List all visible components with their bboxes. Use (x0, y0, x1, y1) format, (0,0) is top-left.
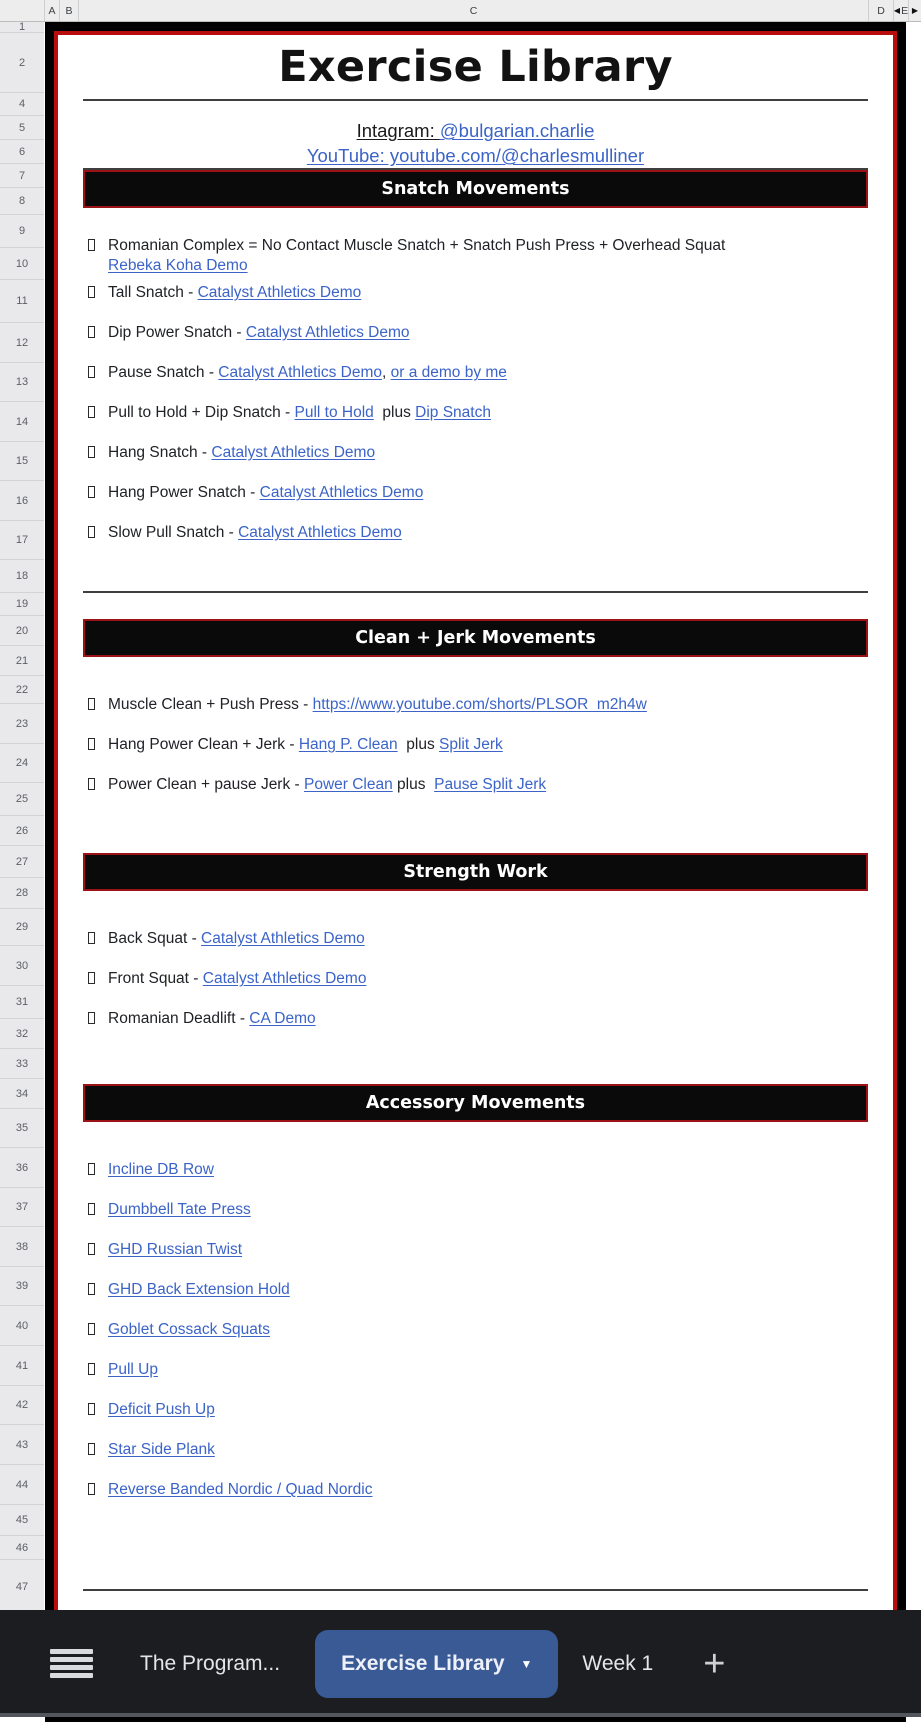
column-header-c[interactable]: C (78, 0, 868, 21)
missing-glyph-bullet-icon (88, 1443, 95, 1455)
row-header-14[interactable]: 14 (0, 402, 44, 442)
item-label: Hang Snatch - (108, 444, 212, 461)
list-item (63, 1009, 868, 1029)
demo-link[interactable]: GHD Back Extension Hold (108, 1281, 290, 1298)
missing-glyph-bullet-icon (88, 1323, 95, 1335)
missing-glyph-bullet-icon (88, 526, 95, 538)
spreadsheet-main (0, 22, 921, 1610)
row-header-30[interactable]: 30 (0, 946, 44, 986)
demo-link[interactable]: Catalyst Athletics Demo (211, 444, 376, 461)
demo-link[interactable]: Catalyst Athletics Demo (238, 524, 402, 541)
list-item (63, 1280, 868, 1300)
row-header-5[interactable]: 5 (0, 116, 44, 140)
instagram-line (58, 118, 893, 143)
row-header-4[interactable]: 4 (0, 93, 44, 116)
item-text (108, 236, 725, 276)
demo-link[interactable]: Incline DB Row (108, 1161, 214, 1178)
section-items (58, 208, 893, 575)
row-header-8[interactable]: 8 (0, 188, 44, 215)
item-text (108, 695, 647, 715)
list-item (63, 929, 868, 949)
row-header-37[interactable]: 37 (0, 1188, 44, 1227)
section-items (58, 891, 893, 1084)
row-header-32[interactable]: 32 (0, 1019, 44, 1049)
row-header-35[interactable]: 35 (0, 1109, 44, 1148)
column-header-b[interactable]: B (59, 0, 78, 21)
missing-glyph-bullet-icon (88, 486, 95, 498)
demo-link[interactable]: Reverse Banded Nordic / Quad Nordic (108, 1481, 373, 1498)
item-label: Hang Power Clean + Jerk - (108, 736, 299, 753)
list-item (63, 323, 868, 343)
item-label: Romanian Complex = No Contact Muscle Snatch + Snatch Push Press + Overhead Squat (108, 237, 726, 254)
row-header-19[interactable]: 19 (0, 593, 44, 616)
row-header-10[interactable]: 10 (0, 248, 44, 280)
row-header-44[interactable]: 44 (0, 1465, 44, 1505)
row-header-23[interactable]: 23 (0, 704, 44, 744)
divider (83, 1589, 868, 1591)
list-item (63, 403, 868, 423)
demo-link[interactable]: Hang P. Clean (298, 736, 398, 753)
list-item (63, 969, 868, 989)
section-items (58, 657, 893, 853)
item-label: Slow Pull Snatch - (108, 524, 239, 541)
youtube-link[interactable]: YouTube: youtube.com/@charlesmulliner (306, 145, 645, 166)
row-header-45[interactable]: 45 (0, 1505, 44, 1536)
row-header-18[interactable]: 18 (0, 560, 44, 593)
item-text (108, 523, 402, 543)
row-header-16[interactable]: 16 (0, 481, 44, 521)
item-text (108, 929, 365, 949)
item-label: Pause Snatch - (108, 364, 219, 381)
grid-corner (0, 0, 44, 21)
item-text (108, 1440, 215, 1460)
demo-link[interactable]: Dip Snatch (415, 404, 491, 421)
demo-link[interactable]: Catalyst Athletics Demo (245, 324, 410, 341)
row-header-41[interactable]: 41 (0, 1346, 44, 1386)
row-header-38[interactable]: 38 (0, 1227, 44, 1267)
list-item (63, 523, 868, 543)
missing-glyph-bullet-icon (88, 1203, 95, 1215)
list-item (63, 1200, 868, 1220)
row-header-27[interactable]: 27 (0, 846, 44, 878)
item-text (108, 1240, 242, 1260)
sheets-menu-button[interactable] (50, 1649, 93, 1678)
section-items (58, 1122, 893, 1560)
content-frame (54, 31, 897, 1705)
row-header-22[interactable]: 22 (0, 676, 44, 704)
tab-week-1[interactable]: Week 1 (582, 1651, 654, 1675)
instagram-link[interactable]: @bulgarian.charlie (439, 120, 595, 141)
row-header-42[interactable]: 42 (0, 1386, 44, 1425)
item-text (108, 1360, 158, 1380)
item-label: Tall Snatch - (108, 284, 198, 301)
section-snatch (58, 170, 893, 575)
item-label: Power Clean + pause Jerk - (108, 776, 304, 793)
item-text (108, 443, 375, 463)
column-header-strip (0, 0, 921, 22)
row-header-1[interactable]: 1 (0, 22, 44, 33)
item-label: Pull to Hold + Dip Snatch - (108, 404, 295, 421)
missing-glyph-bullet-icon (88, 1283, 95, 1295)
item-text (108, 1400, 215, 1420)
sections-container (58, 168, 893, 1652)
sheet-cells-area[interactable] (44, 22, 921, 1610)
list-item (63, 1360, 868, 1380)
list-item (63, 695, 868, 715)
demo-link[interactable]: https://www.youtube.com/shorts/PLSOR_m2h4w (312, 696, 647, 713)
item-text (108, 323, 410, 343)
list-item (63, 283, 868, 303)
row-header-2[interactable]: 2 (0, 33, 44, 93)
row-header-20[interactable]: 20 (0, 616, 44, 646)
missing-glyph-bullet-icon (88, 1012, 95, 1024)
row-header-43[interactable]: 43 (0, 1425, 44, 1465)
chevron-down-icon: ▼ (520, 1656, 533, 1671)
list-item (63, 1320, 868, 1340)
missing-glyph-bullet-icon (88, 326, 95, 338)
item-label: plus (392, 776, 435, 793)
list-item (63, 1400, 868, 1420)
item-text (108, 1160, 214, 1180)
demo-link[interactable]: Power Clean (304, 776, 393, 793)
column-header-a[interactable]: A (44, 0, 59, 21)
row-header-40[interactable]: 40 (0, 1306, 44, 1346)
social-links (58, 118, 893, 168)
item-label: , (381, 364, 391, 381)
item-text (108, 403, 491, 423)
row-header-17[interactable]: 17 (0, 521, 44, 560)
missing-glyph-bullet-icon (88, 1163, 95, 1175)
missing-glyph-bullet-icon (88, 738, 95, 750)
row-header-11[interactable]: 11 (0, 280, 44, 323)
youtube-line (58, 143, 893, 168)
list-item (63, 483, 868, 503)
item-label: plus (397, 736, 439, 753)
item-text (108, 735, 503, 755)
item-label: Romanian Deadlift - (108, 1010, 250, 1027)
demo-link[interactable]: CA Demo (249, 1010, 316, 1027)
missing-glyph-bullet-icon (88, 1483, 95, 1495)
row-header-gutter (0, 22, 44, 1610)
demo-link[interactable]: Dumbbell Tate Press (108, 1201, 251, 1218)
list-item (63, 236, 868, 276)
demo-link[interactable]: Rebeka Koha Demo (108, 257, 248, 274)
demo-link[interactable]: Split Jerk (439, 736, 503, 753)
item-text (108, 969, 366, 989)
column-header-d[interactable]: D (868, 0, 893, 21)
row-header-21[interactable]: 21 (0, 646, 44, 676)
demo-link[interactable]: or a demo by me (390, 364, 507, 381)
demo-link[interactable]: Catalyst Athletics Demo (259, 484, 424, 501)
demo-link[interactable]: Catalyst Athletics Demo (218, 364, 382, 381)
demo-link[interactable]: Goblet Cossack Squats (108, 1321, 270, 1338)
row-header-28[interactable]: 28 (0, 878, 44, 909)
item-text (108, 483, 423, 503)
row-header-12[interactable]: 12 (0, 323, 44, 363)
list-item (63, 735, 868, 755)
list-item (63, 1440, 868, 1460)
demo-link[interactable]: Pull Up (108, 1361, 158, 1378)
missing-glyph-bullet-icon (88, 286, 95, 298)
section-header-bar: Strength Work (83, 853, 868, 891)
row-header-15[interactable]: 15 (0, 442, 44, 481)
item-text (108, 1320, 270, 1340)
row-header-9[interactable]: 9 (0, 215, 44, 248)
missing-glyph-bullet-icon (88, 972, 95, 984)
item-label: Back Squat - (108, 930, 202, 947)
list-item (63, 775, 868, 795)
section-header-bar: Clean + Jerk Movements (83, 619, 868, 657)
item-text (108, 1280, 290, 1300)
list-item (63, 1240, 868, 1260)
section-header-bar: Accessory Movements (83, 1084, 868, 1122)
row-header-31[interactable]: 31 (0, 986, 44, 1019)
missing-glyph-bullet-icon (88, 698, 95, 710)
row-header-7[interactable]: 7 (0, 164, 44, 188)
tab-exercise-library[interactable] (315, 1630, 558, 1698)
item-label: Hang Power Snatch - (108, 484, 260, 501)
item-text (108, 283, 361, 303)
row-header-46[interactable]: 46 (0, 1536, 44, 1560)
list-item (63, 1480, 868, 1500)
missing-glyph-bullet-icon (88, 932, 95, 944)
item-label: Muscle Clean + Push Press - (108, 696, 313, 713)
missing-glyph-bullet-icon (88, 1243, 95, 1255)
section-accessory (58, 1084, 893, 1560)
item-label: Dip Power Snatch - (108, 324, 246, 341)
row-header-26[interactable]: 26 (0, 816, 44, 846)
missing-glyph-bullet-icon (88, 366, 95, 378)
demo-link[interactable]: Star Side Plank (108, 1441, 215, 1458)
divider (83, 99, 868, 101)
row-header-25[interactable]: 25 (0, 783, 44, 816)
item-text (108, 775, 546, 795)
list-item (63, 1160, 868, 1180)
tab-the-program[interactable]: The Program... (140, 1651, 281, 1675)
row-header-47[interactable]: 47 (0, 1560, 44, 1615)
demo-link[interactable]: Catalyst Athletics Demo (197, 284, 362, 301)
item-label: Front Squat - (108, 970, 203, 987)
add-sheet-button[interactable]: + (703, 1642, 726, 1685)
sheet-tab-bar (0, 1610, 921, 1717)
scroll-left-icon: ◀ (893, 6, 901, 15)
row-header-36[interactable]: 36 (0, 1148, 44, 1188)
missing-glyph-bullet-icon (88, 778, 95, 790)
section-strength (58, 853, 893, 1084)
demo-link[interactable]: Catalyst Athletics Demo (202, 970, 367, 987)
row-header-24[interactable]: 24 (0, 744, 44, 783)
demo-link[interactable]: Catalyst Athletics Demo (201, 930, 365, 947)
row-header-13[interactable]: 13 (0, 363, 44, 402)
list-item (63, 363, 868, 383)
missing-glyph-bullet-icon (88, 406, 95, 418)
missing-glyph-bullet-icon (88, 239, 95, 251)
item-text (108, 363, 507, 383)
demo-link[interactable]: Pause Split Jerk (434, 776, 547, 793)
active-tab-label: Exercise Library (341, 1651, 505, 1675)
row-header-39[interactable]: 39 (0, 1267, 44, 1306)
row-header-29[interactable]: 29 (0, 909, 44, 946)
list-item (63, 443, 868, 463)
row-header-34[interactable]: 34 (0, 1079, 44, 1109)
instagram-label: Intagram: (356, 120, 440, 141)
demo-link[interactable]: Pull to Hold (294, 404, 374, 421)
item-text (108, 1200, 251, 1220)
row-header-33[interactable]: 33 (0, 1049, 44, 1079)
scroll-right-icon[interactable]: ▶ (908, 0, 921, 21)
section-header-bar: Snatch Movements (83, 170, 868, 208)
missing-glyph-bullet-icon (88, 1403, 95, 1415)
page-title: Exercise Library (278, 42, 673, 92)
item-label: plus (373, 404, 416, 421)
column-header-e[interactable]: ◀ E (893, 0, 908, 21)
item-text (108, 1009, 316, 1029)
section-cj (58, 619, 893, 853)
row-header-6[interactable]: 6 (0, 140, 44, 164)
demo-link[interactable]: GHD Russian Twist (108, 1241, 243, 1258)
content-frame-border (45, 22, 906, 1722)
missing-glyph-bullet-icon (88, 446, 95, 458)
divider (83, 591, 868, 593)
missing-glyph-bullet-icon (88, 1363, 95, 1375)
item-text (108, 1480, 373, 1500)
demo-link[interactable]: Deficit Push Up (108, 1401, 215, 1418)
